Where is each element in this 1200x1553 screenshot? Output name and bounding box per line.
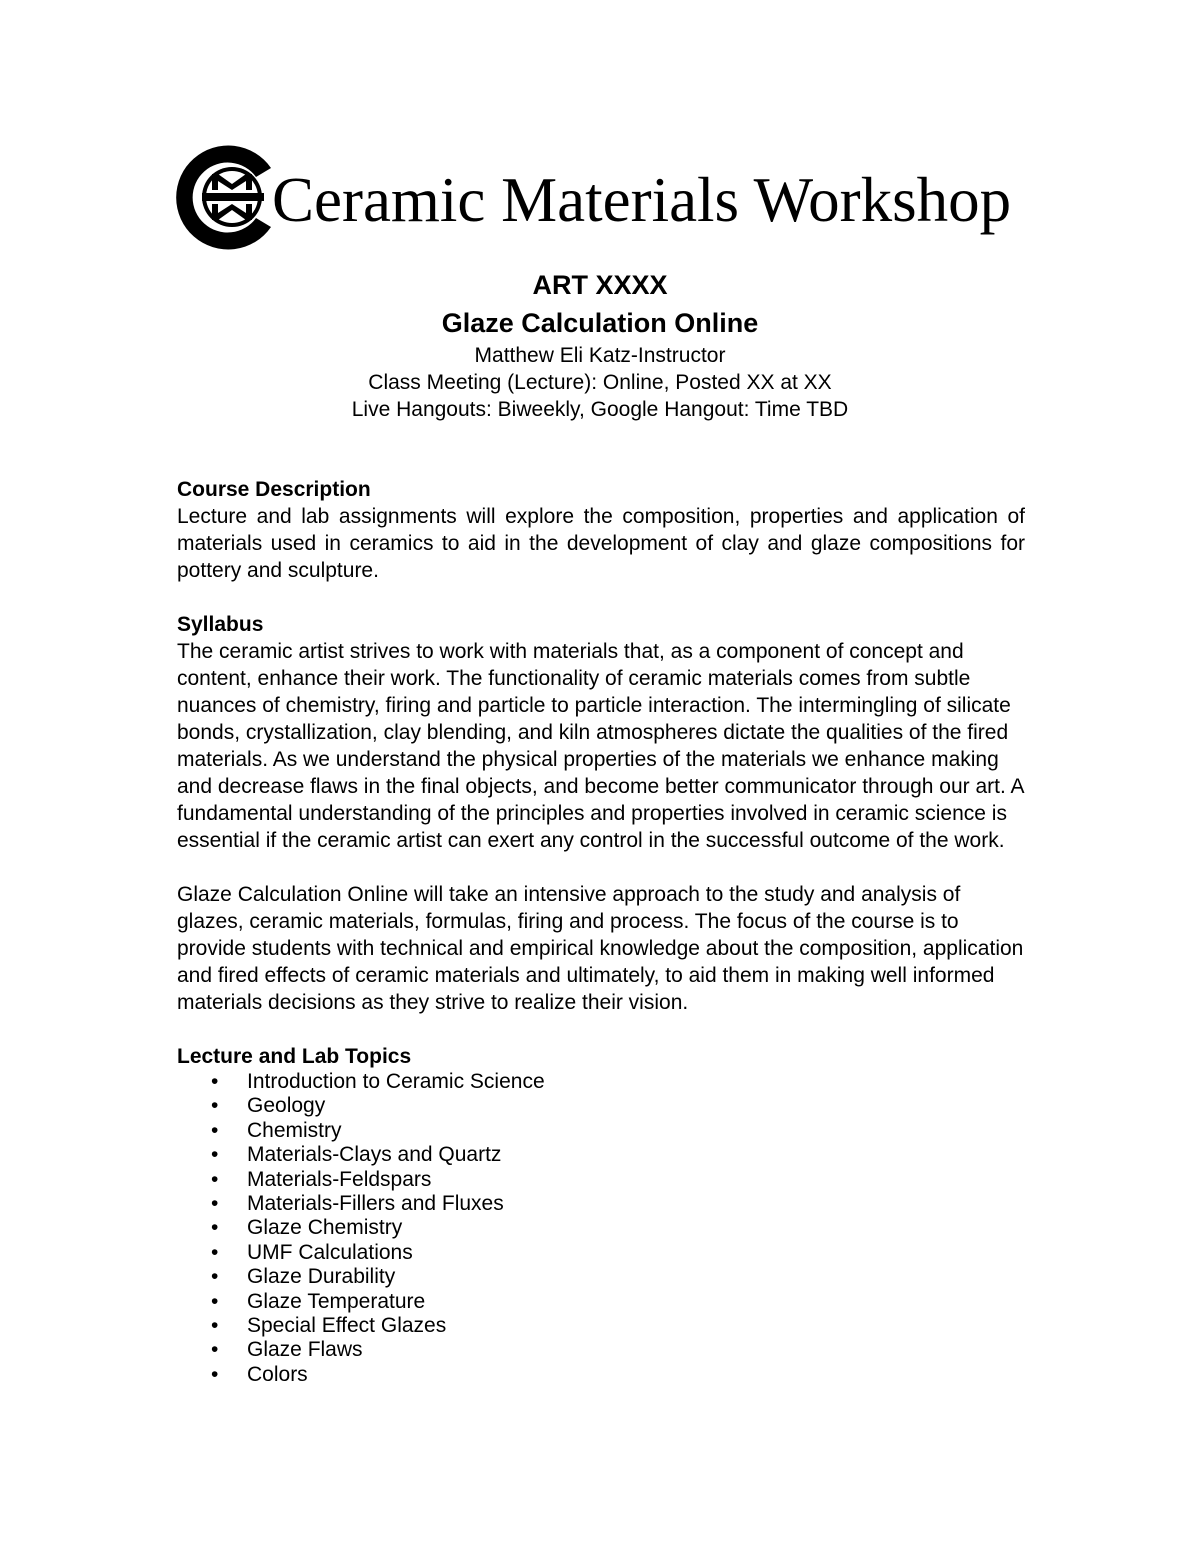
topic-label: Materials-Clays and Quartz bbox=[247, 1143, 502, 1167]
bullet-icon: • bbox=[211, 1070, 219, 1093]
bullet-icon: • bbox=[211, 1240, 219, 1264]
topic-label: Glaze Chemistry bbox=[247, 1216, 403, 1240]
topic-label: Introduction to Ceramic Science bbox=[247, 1070, 545, 1093]
list-item bbox=[177, 1070, 1025, 1094]
bullet-icon: • bbox=[211, 1265, 219, 1289]
list-item bbox=[177, 1363, 1025, 1387]
list-item bbox=[177, 1143, 1025, 1167]
list-item bbox=[177, 1241, 1025, 1265]
topic-label: UMF Calculations bbox=[247, 1240, 413, 1264]
course-header bbox=[0, 266, 1200, 423]
list-item bbox=[177, 1290, 1025, 1314]
list-item bbox=[177, 1216, 1025, 1240]
course-code: ART XXXX bbox=[532, 270, 668, 300]
live-hangouts-line: Live Hangouts: Biweekly, Google Hangout: Time TBD bbox=[351, 398, 849, 421]
topic-label: Colors bbox=[247, 1362, 308, 1386]
list-item bbox=[177, 1094, 1025, 1118]
syllabus-heading: Syllabus bbox=[177, 613, 264, 636]
list-item bbox=[177, 1314, 1025, 1338]
list-item bbox=[177, 1338, 1025, 1362]
cmw-seal-icon bbox=[172, 140, 287, 255]
topic-label: Chemistry bbox=[247, 1118, 342, 1142]
class-meeting-line: Class Meeting (Lecture): Online, Posted XX at XX bbox=[368, 371, 832, 394]
list-item bbox=[177, 1168, 1025, 1192]
topics-heading: Lecture and Lab Topics bbox=[177, 1045, 412, 1068]
spacer bbox=[177, 1016, 1025, 1043]
course-description-text: Lecture and lab assignments will explore the composition, properties and application of materials used in ceramics to aid in the development of clay and glaze compositions for pottery and sculpture. bbox=[177, 505, 1025, 582]
instructor-line: Matthew Eli Katz-Instructor bbox=[474, 344, 726, 367]
bullet-icon: • bbox=[211, 1362, 219, 1386]
topic-label: Geology bbox=[247, 1094, 326, 1118]
bullet-icon: • bbox=[211, 1167, 219, 1191]
bullet-icon: • bbox=[211, 1314, 219, 1338]
topic-label: Materials-Fillers and Fluxes bbox=[247, 1192, 504, 1216]
list-item bbox=[177, 1265, 1025, 1289]
course-description-heading: Course Description bbox=[177, 478, 371, 501]
brand-logo bbox=[172, 140, 1032, 265]
document-body bbox=[177, 476, 1025, 1387]
bullet-icon: • bbox=[211, 1094, 219, 1118]
bullet-icon: • bbox=[211, 1143, 219, 1167]
bullet-icon: • bbox=[211, 1338, 219, 1362]
list-item bbox=[177, 1119, 1025, 1143]
course-title: Glaze Calculation Online bbox=[441, 308, 759, 338]
topic-label: Glaze Durability bbox=[247, 1265, 396, 1289]
topics-list bbox=[177, 1070, 1025, 1387]
topic-label: Special Effect Glazes bbox=[247, 1314, 447, 1338]
bullet-icon: • bbox=[211, 1216, 219, 1240]
topic-label: Glaze Temperature bbox=[247, 1289, 426, 1313]
topic-label: Glaze Flaws bbox=[247, 1338, 363, 1362]
syllabus-paragraph: Glaze Calculation Online will take an intensive approach to the study and analysis of glazes, ceramic materials, formulas, firing and process. The focus of the course is to provide students with technical and empirical knowledge about the composition, application and fired effects of ceramic materials and ultimately, to aid them in making well informed materials decisions as they strive to realize their vision. bbox=[177, 883, 1024, 1014]
spacer bbox=[177, 584, 1025, 611]
bullet-icon: • bbox=[211, 1192, 219, 1216]
bullet-icon: • bbox=[211, 1118, 219, 1142]
bullet-icon: • bbox=[211, 1289, 219, 1313]
spacer bbox=[177, 854, 1025, 881]
brand-name: Ceramic Materials Workshop bbox=[272, 165, 1012, 235]
topic-label: Materials-Feldspars bbox=[247, 1167, 432, 1191]
syllabus-paragraph: The ceramic artist strives to work with materials that, as a component of concept and content, enhance their work. The functionality of ceramic materials comes from subtle nuances of chemistry, firing and particle to particle interaction. The intermingling of silicate bonds, crystallization, clay blending, and kiln atmospheres dictate the qualities of the fired materials. As we understand the physical properties of the materials we enhance making and decrease flaws in the final objects, and become better communicator through our art. A fundamental understanding of the principles and properties involved in ceramic science is essential if the ceramic artist can exert any control in the successful outcome of the work. bbox=[177, 640, 1024, 852]
list-item bbox=[177, 1192, 1025, 1216]
